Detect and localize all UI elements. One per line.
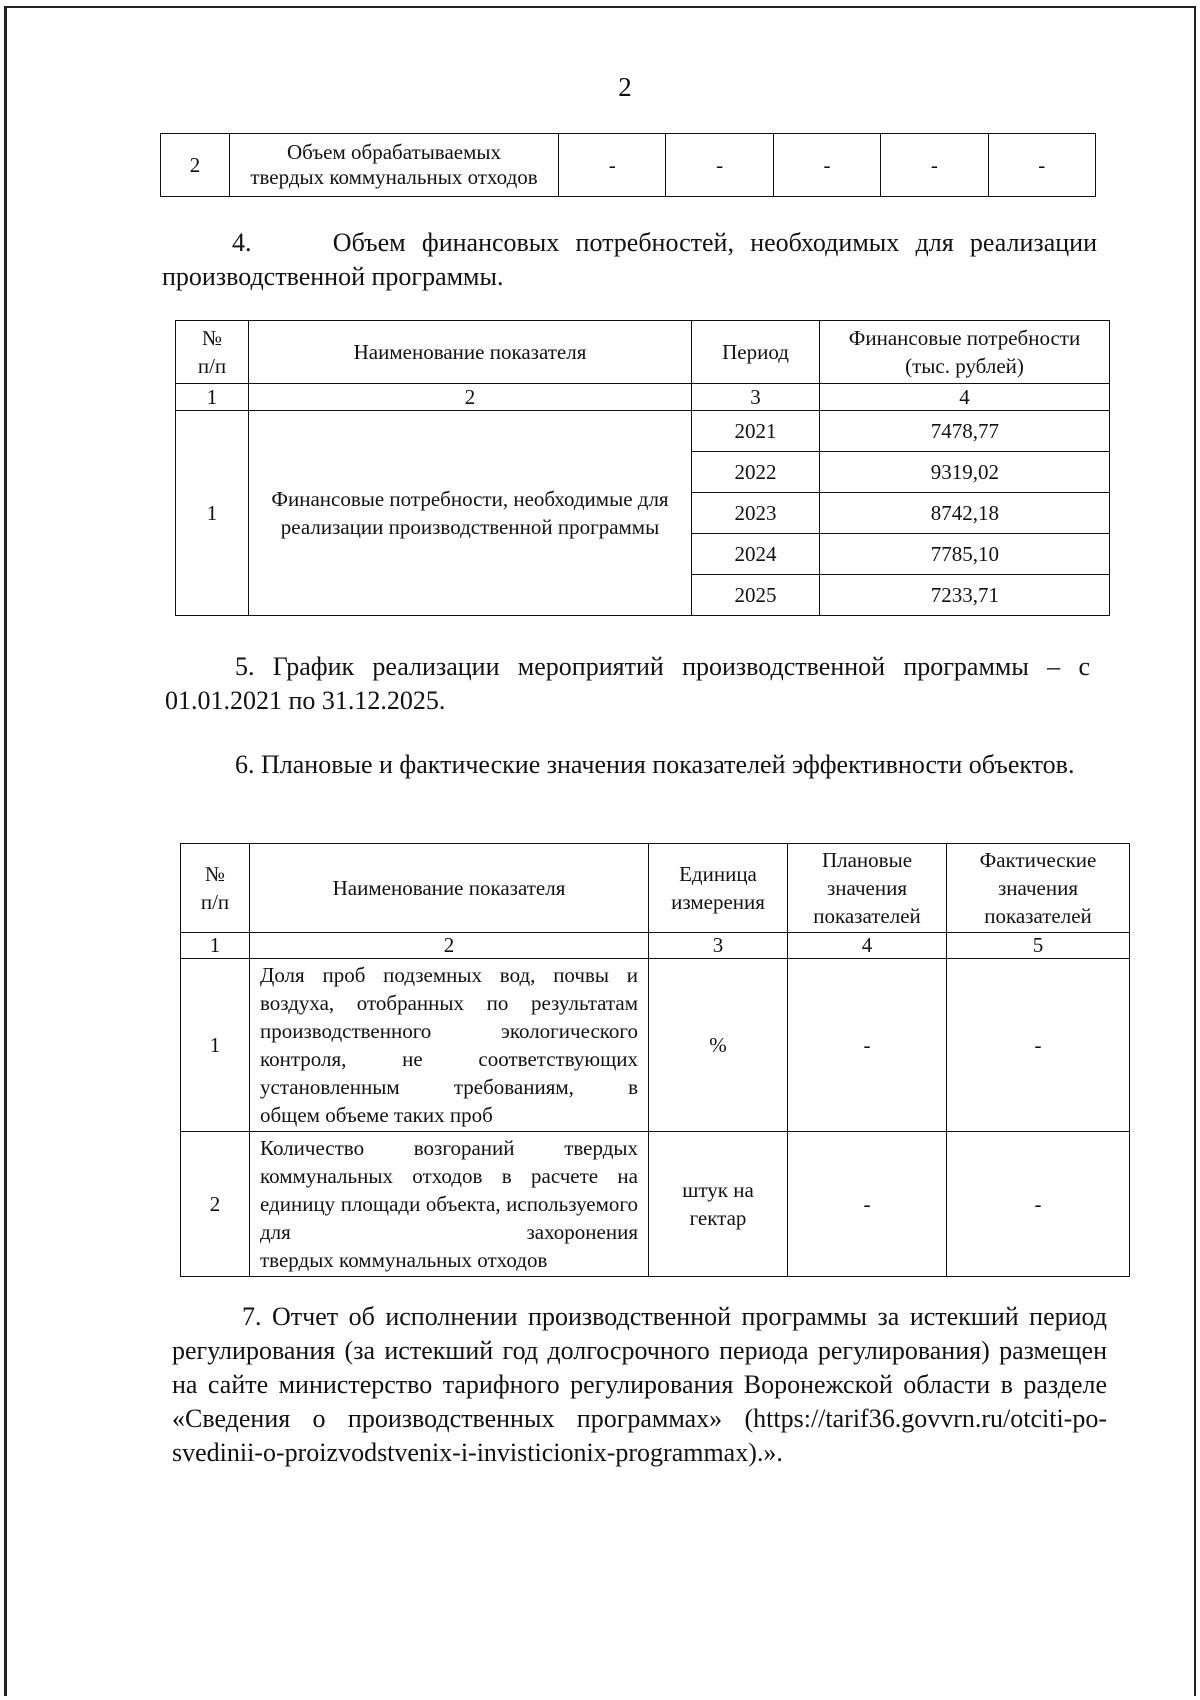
page-number: 2 xyxy=(618,72,632,102)
section-6-text: 6. Плановые и фактические значения показателей эффективности объектов. xyxy=(235,750,1075,779)
row-name: Финансовые потребности, необходимые для реализации производственной программы xyxy=(249,411,692,616)
column-number-row xyxy=(181,933,1130,959)
row-name xyxy=(250,959,649,1132)
header-line: Фактические xyxy=(979,848,1097,872)
unit-line: гектар xyxy=(689,1206,747,1230)
financial-needs-table xyxy=(175,320,1110,616)
value-cell: 8742,18 xyxy=(820,493,1110,534)
section-5-text: 5. График реализации мероприятий производственной программы – с 01.01.2021 по 31.12.2025. xyxy=(165,652,1090,715)
row-number: 2 xyxy=(161,134,230,197)
fact-cell: - xyxy=(947,959,1130,1132)
year-cell: 2023 xyxy=(692,493,820,534)
column-number: 2 xyxy=(249,384,692,411)
table-row xyxy=(181,1132,1130,1277)
plan-cell: - xyxy=(788,959,947,1132)
year-cell: 2024 xyxy=(692,534,820,575)
header-period: Период xyxy=(692,321,820,384)
header-name: Наименование показателя xyxy=(250,844,649,933)
year-cell: 2025 xyxy=(692,575,820,616)
column-number: 4 xyxy=(820,384,1110,411)
value-cell: - xyxy=(881,134,988,197)
plan-cell: - xyxy=(788,1132,947,1277)
column-number: 4 xyxy=(788,933,947,959)
header-line: Плановые xyxy=(821,848,913,872)
row-name-text: твердых коммунальных отходов xyxy=(260,1248,548,1272)
header-line: измерения xyxy=(671,890,765,914)
unit-cell xyxy=(649,1132,788,1277)
row-name-line: твердых коммунальных отходов xyxy=(250,165,538,189)
continuation-table xyxy=(160,133,1096,197)
column-number: 3 xyxy=(692,384,820,411)
header-line: Единица xyxy=(679,862,757,886)
header-line: п/п xyxy=(200,890,230,914)
section-4-text: 4. Объем финансовых потребностей, необходимых для реализации производственной программы. xyxy=(162,228,1097,291)
header-plan xyxy=(788,844,947,933)
row-name-text: Доля проб подземных вод, почвы и воздуха, отобранных по результатам производственного экологического контроля, не соответствующих установленным требованиям, в xyxy=(260,963,638,1099)
column-number: 5 xyxy=(947,933,1130,959)
header-num xyxy=(181,844,250,933)
header-line: (тыс. рублей) xyxy=(905,354,1024,378)
row-name xyxy=(230,134,559,197)
year-cell: 2022 xyxy=(692,452,820,493)
column-number: 2 xyxy=(250,933,649,959)
column-number-row xyxy=(176,384,1110,411)
unit-cell: % xyxy=(649,959,788,1132)
value-cell: 7233,71 xyxy=(820,575,1110,616)
header-num xyxy=(176,321,249,384)
header-line: Финансовые потребности xyxy=(848,326,1081,350)
header-line: значения xyxy=(826,876,908,900)
row-name-text: общем объеме таких проб xyxy=(260,1103,493,1127)
header-line: показателей xyxy=(984,904,1092,928)
table-row xyxy=(181,959,1130,1132)
value-cell: 7785,10 xyxy=(820,534,1110,575)
year-cell: 2021 xyxy=(692,411,820,452)
fact-cell: - xyxy=(947,1132,1130,1277)
header-line: п/п xyxy=(197,354,227,378)
value-cell: 7478,77 xyxy=(820,411,1110,452)
value-cell: 9319,02 xyxy=(820,452,1110,493)
table-header-row xyxy=(176,321,1110,384)
header-unit xyxy=(649,844,788,933)
value-cell: - xyxy=(666,134,773,197)
unit-line: штук на xyxy=(682,1178,754,1202)
header-fact xyxy=(947,844,1130,933)
header-needs xyxy=(820,321,1110,384)
section-7-text: 7. Отчет об исполнении производственной программы за истекший период регулирования (за истекший год долгосрочного периода регулирования) размещен на сайте министерство тарифного регулирования Воронежской области в разделе «Сведения о производственных программах» (https://tarif36.govvrn.ru/otciti-po-svedinii-o-proizvodstvenix-i-invisticionix-programmax).». xyxy=(172,1302,1107,1467)
row-number: 2 xyxy=(181,1132,250,1277)
table-row xyxy=(161,134,1096,197)
row-number: 1 xyxy=(176,411,249,616)
column-number: 3 xyxy=(649,933,788,959)
efficiency-indicators-table xyxy=(180,843,1130,1277)
column-number: 1 xyxy=(176,384,249,411)
header-line: показателей xyxy=(813,904,921,928)
value-cell: - xyxy=(773,134,880,197)
value-cell: - xyxy=(988,134,1095,197)
header-name: Наименование показателя xyxy=(249,321,692,384)
table-header-row xyxy=(181,844,1130,933)
row-number: 1 xyxy=(181,959,250,1132)
column-number: 1 xyxy=(181,933,250,959)
row-name-text: Количество возгораний твердых коммунальных отходов в расчете на единицу площади объекта, используемого для захоронения xyxy=(260,1136,638,1244)
header-line: № xyxy=(204,862,226,886)
row-name xyxy=(250,1132,649,1277)
table-row xyxy=(176,411,1110,452)
header-line: значения xyxy=(997,876,1079,900)
header-line: № xyxy=(201,326,223,350)
value-cell: - xyxy=(559,134,666,197)
row-name-line: Объем обрабатываемых xyxy=(287,140,501,164)
